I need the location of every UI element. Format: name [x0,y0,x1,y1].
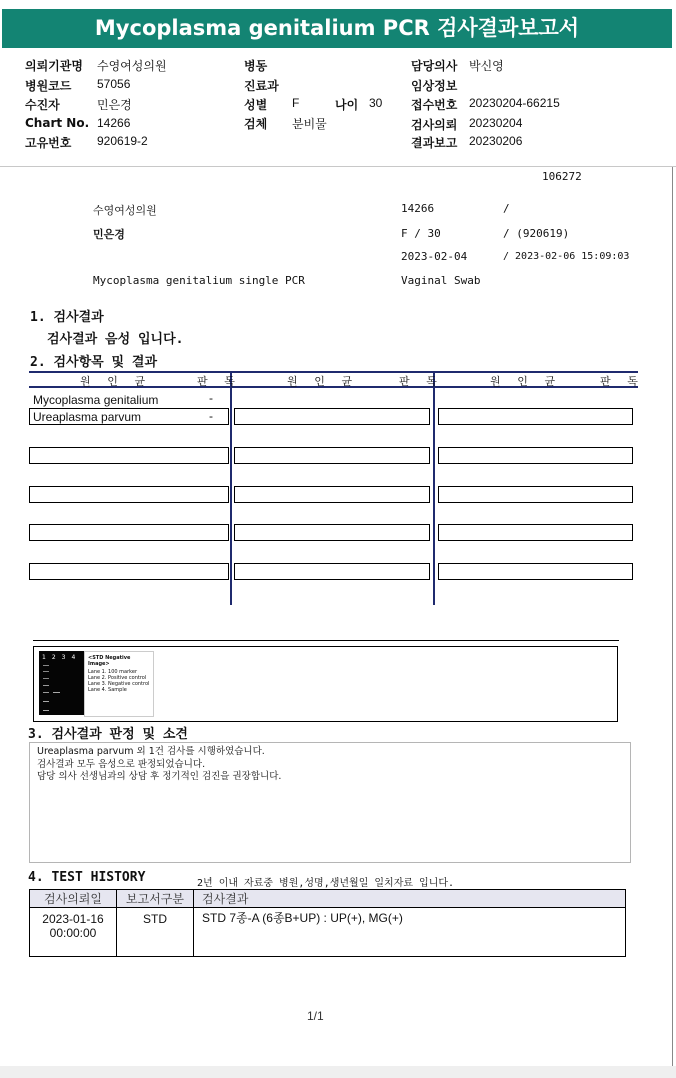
history-time: 00:00:00 [49,926,97,940]
result-cell-box [234,524,430,541]
specimen-label: 검체 [244,117,268,131]
hospital-code-label: 병원코드 [25,79,72,93]
hospital-code-value: 57056 [97,77,131,91]
report-date-value: 20230206 [469,134,523,148]
age-label: 나이 [335,98,359,112]
gel-legend [84,651,154,717]
organism-result: - [209,409,213,423]
sex-label: 성별 [244,98,268,112]
test-history-table [29,889,626,957]
history-header-type: 보고서구분 [117,890,194,908]
organism-name: Ureaplasma parvum [33,410,142,424]
gel-legend-line: Lane 2. Positive control [88,675,147,681]
doctor-label: 담당의사 [411,59,458,73]
result-cell-box [438,486,633,503]
patient-birth: / (920619) [503,227,570,240]
patient-label: 수진자 [25,98,60,112]
section-4-title: 4. TEST HISTORY [28,870,146,885]
test-name: Mycoplasma genitalium single PCR [93,274,305,287]
history-type: STD [117,908,194,957]
reported-datetime: / 2023-02-06 15:09:03 [503,251,630,262]
opinion-line: Ureaplasma parvum 외 1건 검사를 시행하였습니다. [37,746,265,757]
result-cell-box [438,524,633,541]
history-note: 2년 이내 자료중 병원,성명,생년월일 일치자료 입니다. [197,878,455,889]
institution-label: 의뢰기관명 [25,59,83,73]
column-header-organism: 원 인 균 [80,375,151,388]
opinion-box [29,742,631,863]
results-column-divider [230,372,232,605]
receipt-no-value: 20230204-66215 [469,96,560,110]
results-column-divider [433,372,435,605]
report-date-label: 결과보고 [411,136,458,150]
chart-number: 14266 [401,202,435,215]
section-3-title: 3. 검사결과 판정 및 소견 [28,727,188,742]
patient-sex-age: F / 30 [401,227,441,240]
organism-result: - [209,391,213,405]
chart-label: Chart No. [25,116,90,130]
specimen-value: 분비물 [292,117,327,131]
gel-lane-number: 4 [71,654,82,661]
result-cell-box [234,563,430,580]
result-cell-box [234,447,430,464]
result-cell-box [29,563,229,580]
history-header-result: 검사결과 [194,890,626,908]
table-row [30,908,626,957]
gel-lane-number: 1 [42,654,52,661]
chart-separator: / [503,202,510,215]
request-date-label: 검사의뢰 [411,118,458,132]
opinion-line: 검사결과 모두 음성으로 판정되었습니다. [37,758,206,770]
result-cell-box [234,408,430,425]
sex-value: F [292,96,300,110]
column-header-organism: 원 인 균 [287,375,358,388]
gel-legend-line: Lane 1. 100 marker [88,669,138,675]
gel-lane-number: 2 [51,654,62,661]
document-number: 106272 [542,170,582,183]
gel-section-rule [33,640,619,641]
section-1-title: 1. 검사결과 [30,310,104,325]
gel-legend-line: Lane 3. Negative control [88,681,150,687]
received-date: 2023-02-04 [401,250,468,263]
organism-name: Mycoplasma genitalium [33,393,159,407]
result-cell-box [438,408,633,425]
history-header-date: 검사의뢰일 [30,890,117,908]
result-cell-box [29,524,229,541]
result-cell-box [234,486,430,503]
doctor-value: 박신영 [469,59,504,73]
receipt-no-label: 접수번호 [411,98,458,112]
unique-no-value: 920619-2 [97,134,148,148]
column-header-organism: 원 인 균 [490,375,561,388]
result-cell-box [438,563,633,580]
unique-no-label: 고유번호 [25,136,72,150]
result-cell-box [29,447,229,464]
specimen-type: Vaginal Swab [401,274,481,287]
patient-value: 민은경 [97,98,132,112]
gel-legend-title: <STD Negative Image> [88,655,131,667]
request-date-value: 20230204 [469,116,523,130]
gel-legend-line: Lane 4. Sample [88,687,127,693]
result-cell-box [438,447,633,464]
ward-label: 병동 [244,59,268,73]
result-cell-box [29,486,229,503]
institution-value: 수영여성의원 [97,59,167,73]
history-date: 2023-01-16 [42,912,104,926]
history-date-cell [30,908,117,957]
chart-value: 14266 [97,116,131,130]
patient-name: 민은경 [93,228,125,241]
age-value: 30 [369,96,383,110]
column-header-result: 판 독 [399,375,442,388]
dept-label: 진료과 [244,79,279,93]
gel-lane-number: 3 [61,654,72,661]
page-bottom-margin [0,1066,676,1078]
column-header-result: 판 독 [197,375,240,388]
section-2-title: 2. 검사항목 및 결과 [30,355,158,370]
clinical-info-label: 임상정보 [411,79,458,93]
header-divider [0,166,676,167]
section-1-result: 검사결과 음성 입니다. [47,332,184,347]
history-result: STD 7종-A (6종B+UP) : UP(+), MG(+) [194,908,626,957]
page-number: 1/1 [307,1009,324,1023]
column-header-result: 판 독 [600,375,643,388]
report-title: Mycoplasma genitalium PCR 검사결과보고서 [2,9,672,48]
clinic-name: 수영여성의원 [93,204,157,217]
opinion-line: 담당 의사 선생님과의 상담 후 정기적인 검진을 권장합니다. [37,771,282,782]
